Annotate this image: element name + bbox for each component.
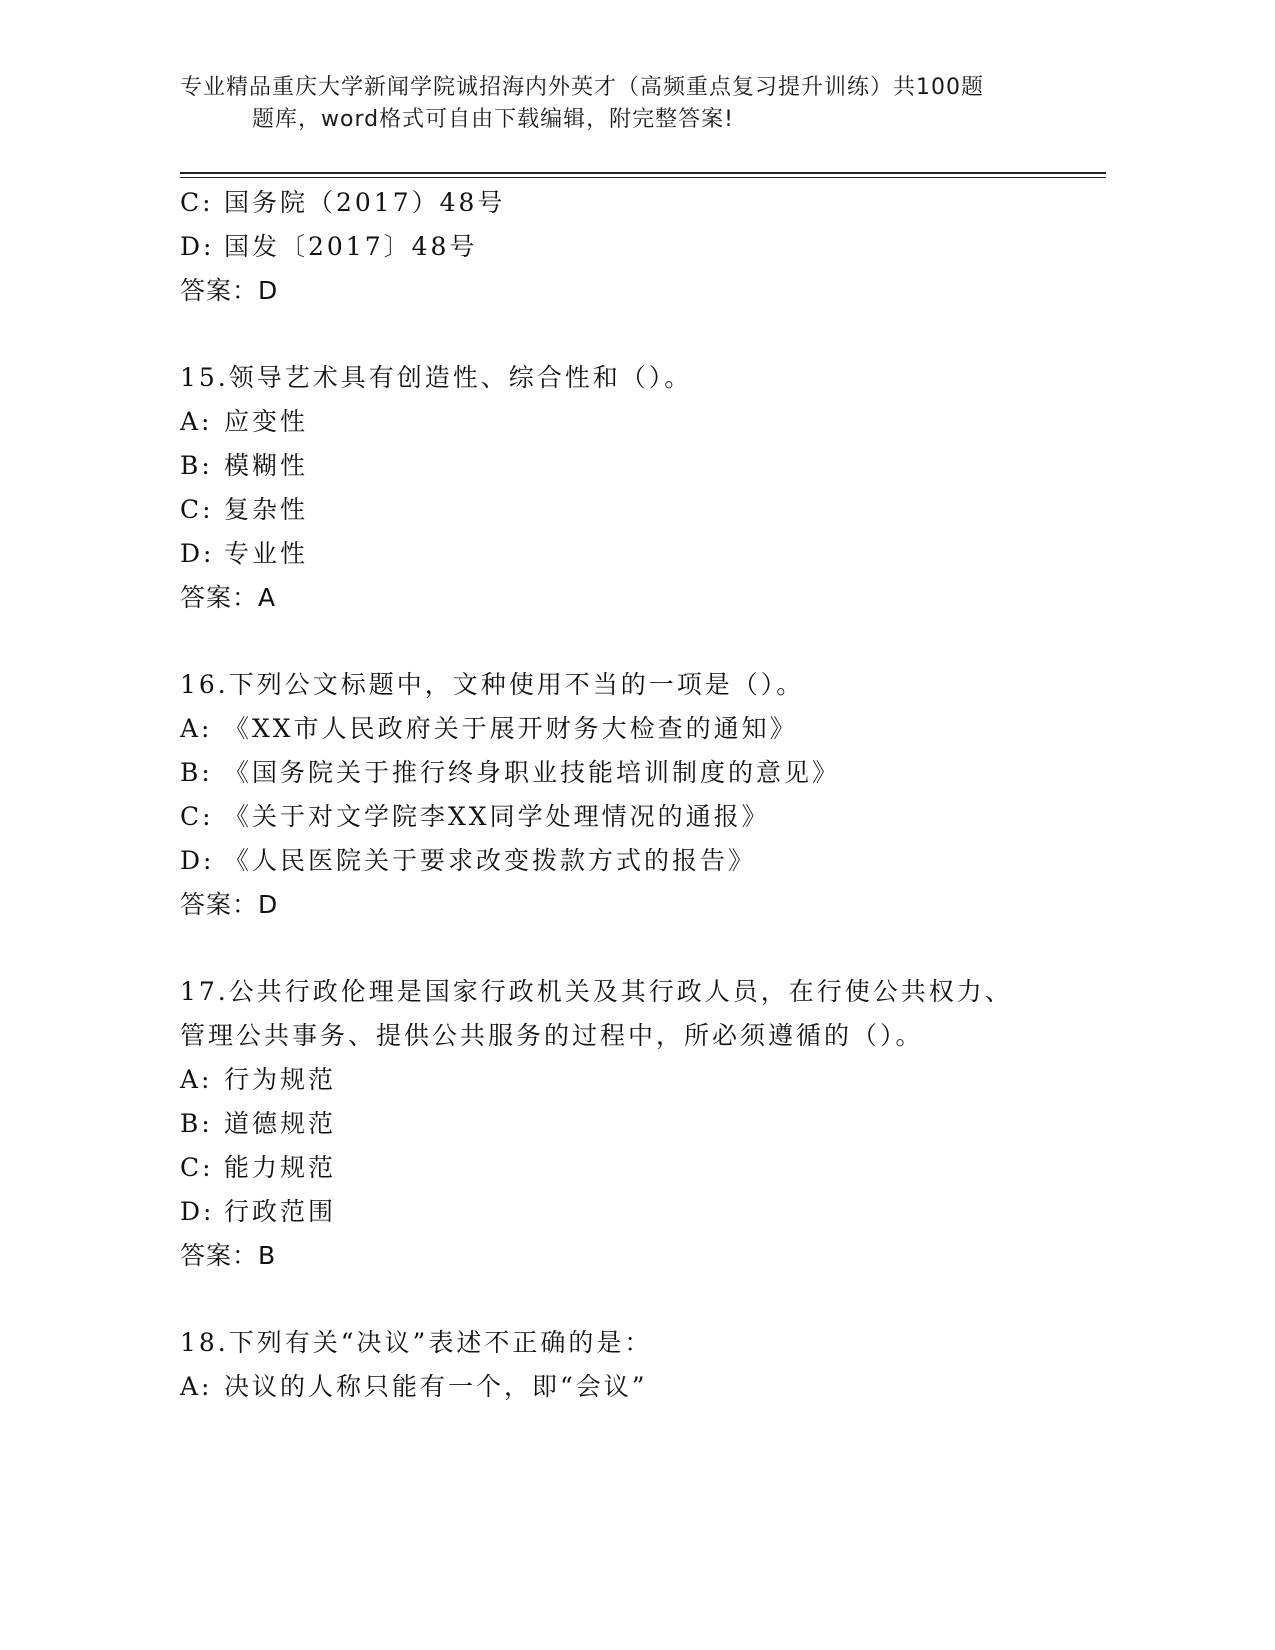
option-text: 行为规范: [224, 1065, 337, 1094]
option-c: [180, 795, 1080, 839]
answer-line: 答案：D: [180, 276, 279, 305]
header-title-line-2: 题库，word格式可自由下载编辑，附完整答案!: [252, 107, 734, 132]
header-divider-thick: [180, 172, 1106, 174]
option-label: B:: [180, 758, 213, 787]
option-a: [180, 400, 1080, 444]
option-label: B:: [180, 451, 213, 480]
option-text: 国发〔2017〕48号: [224, 232, 478, 261]
option-text: 国务院（2017）48号: [224, 188, 506, 217]
option-text: 决议的人称只能有一个，即“会议”: [224, 1372, 648, 1401]
answer-line: 答案：D: [180, 890, 279, 919]
header-divider-thin: [180, 177, 1106, 178]
question-15: [180, 356, 1080, 620]
question-stem: 16.下列公文标题中，文种使用不当的一项是（）。: [180, 670, 805, 699]
option-text: 复杂性: [224, 495, 309, 524]
option-a: [180, 707, 1080, 751]
option-label: D:: [180, 539, 215, 568]
option-label: D:: [180, 846, 215, 875]
option-c: [180, 181, 1080, 225]
option-b: [180, 1102, 1080, 1146]
option-text: 道德规范: [224, 1109, 337, 1138]
option-text: 《XX市人民政府关于展开财务大检查的通知》: [224, 714, 798, 743]
document-header: [180, 72, 1060, 136]
option-label: D:: [180, 232, 215, 261]
option-label: C:: [180, 495, 214, 524]
option-text: 能力规范: [224, 1153, 337, 1182]
option-d: [180, 532, 1080, 576]
option-label: A:: [180, 714, 213, 743]
option-text: 模糊性: [224, 451, 309, 480]
option-label: A:: [180, 1065, 213, 1094]
option-c: [180, 488, 1080, 532]
question-17: [180, 970, 1080, 1278]
option-text: 专业性: [224, 539, 309, 568]
option-b: [180, 444, 1080, 488]
option-label: A:: [180, 407, 213, 436]
question-stem: 15.领导艺术具有创造性、综合性和（）。: [180, 363, 693, 392]
option-label: C:: [180, 802, 214, 831]
option-c: [180, 1146, 1080, 1190]
option-label: A:: [180, 1372, 213, 1401]
header-title-line-1: 专业精品重庆大学新闻学院诚招海内外英才（高频重点复习提升训练）共100题: [180, 75, 984, 100]
option-text: 行政范围: [224, 1197, 337, 1226]
option-a: [180, 1058, 1080, 1102]
option-label: C:: [180, 1153, 214, 1182]
option-d: [180, 225, 1080, 269]
option-text: 应变性: [224, 407, 309, 436]
option-d: [180, 839, 1080, 883]
answer-line: 答案：B: [180, 1241, 277, 1270]
question-stem: 18.下列有关“决议”表述不正确的是：: [180, 1328, 653, 1357]
question-list: [180, 181, 1080, 1409]
option-b: [180, 751, 1080, 795]
question-18: [180, 1321, 1080, 1409]
question-stem: 17.公共行政伦理是国家行政机关及其行政人员，在行使公共权力、管理公共事务、提供公共服务的过程中，所必须遵循的（）。: [180, 977, 1013, 1050]
option-a: [180, 1365, 1080, 1409]
option-text: 《国务院关于推行终身职业技能培训制度的意见》: [224, 758, 841, 787]
option-label: D:: [180, 1197, 215, 1226]
question-16: [180, 663, 1080, 927]
option-text: 《关于对文学院李XX同学处理情况的通报》: [224, 802, 770, 831]
option-d: [180, 1190, 1080, 1234]
option-label: C:: [180, 188, 214, 217]
question-14: [180, 181, 1080, 313]
option-text: 《人民医院关于要求改变拨款方式的报告》: [224, 846, 757, 875]
answer-line: 答案：A: [180, 583, 277, 612]
option-label: B:: [180, 1109, 213, 1138]
